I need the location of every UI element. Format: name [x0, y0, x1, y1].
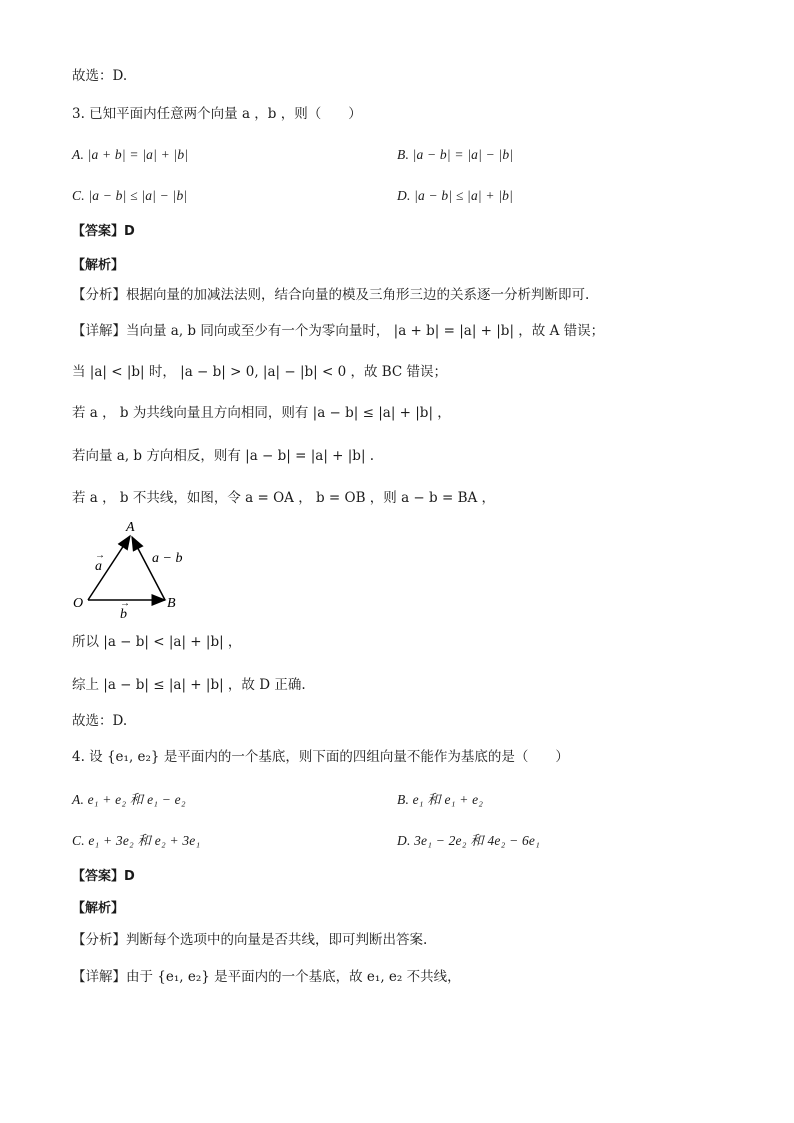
vector-a-minus-b-label: a − b — [152, 551, 183, 566]
q3-analysis-heading: 【解析】 — [72, 258, 125, 273]
q3-analysis-summary: 【分析】根据向量的加减法法则，结合向量的模及三角形三边的关系逐一分析判断即可. — [72, 287, 590, 303]
conclusion-line-2: 故选：D. — [72, 713, 128, 729]
q3-option-a: A. |a + b| = |a| + |b| — [72, 147, 189, 162]
q3-detail-6: 所以 |a − b| < |a| + |b| ， — [72, 634, 242, 650]
q4-option-b: B. e₁ 和 e₁ + e₂ — [397, 792, 484, 807]
q3-answer: 【答案】D — [72, 224, 135, 239]
point-B-label: B — [167, 596, 176, 611]
q3-option-b: B. |a − b| = |a| − |b| — [397, 147, 514, 162]
point-A-label: A — [126, 520, 135, 535]
q3-detail-7: 综上 |a − b| ≤ |a| + |b| ，故 D 正确. — [72, 677, 306, 693]
q4-option-d: D. 3e₁ − 2e₂ 和 4e₂ − 6e₁ — [397, 833, 541, 848]
segment-BA — [132, 537, 165, 600]
question-3-stem: 3. 已知平面内任意两个向量 a ，b ，则（ ） — [72, 106, 362, 122]
q4-analysis-summary: 【分析】判断每个选项中的向量是否共线，即可判断出答案. — [72, 932, 428, 948]
q4-option-a: A. e₁ + e₂ 和 e₁ − e₂ — [72, 792, 186, 807]
q3-detail-5: 若 a ， b 不共线，如图，令 a = OA ， b = OB ，则 a − b = BA ， — [72, 490, 496, 506]
q4-detail-1: 【详解】由于 {e₁, e₂} 是平面内的一个基底，故 e₁, e₂ 不共线， — [72, 969, 461, 985]
triangle-figure — [66, 518, 206, 622]
q3-detail-3: 若 a ， b 为共线向量且方向相同，则有 |a − b| ≤ |a| + |b| ， — [72, 405, 451, 421]
q4-analysis-heading: 【解析】 — [72, 901, 125, 916]
q3-option-c: C. |a − b| ≤ |a| − |b| — [72, 188, 188, 203]
vector-b-arrow: → — [120, 598, 130, 609]
q4-answer: 【答案】D — [72, 869, 135, 884]
question-4-stem: 4. 设 {e₁, e₂} 是平面内的一个基底，则下面的四组向量不能作为基底的是（ ） — [72, 749, 569, 765]
vector-a-label: a — [95, 559, 102, 574]
vector-a-arrow: → — [95, 550, 105, 561]
point-O-label: O — [73, 596, 84, 611]
q3-option-d: D. |a − b| ≤ |a| + |b| — [397, 188, 514, 203]
conclusion-line-1: 故选：D. — [72, 68, 128, 84]
q3-detail-4: 若向量 a, b 方向相反，则有 |a − b| = |a| + |b| . — [72, 448, 375, 464]
vector-b-label: b — [120, 607, 127, 622]
q3-detail-2: 当 |a| < |b| 时， |a − b| > 0, |a| − |b| < 0 ，故 BC 错误； — [72, 364, 448, 380]
q3-detail-1: 【详解】当向量 a, b 同向或至少有一个为零向量时， |a + b| = |a| + |b| ，故 A 错误； — [72, 323, 605, 339]
q4-option-c: C. e₁ + 3e₂ 和 e₂ + 3e₁ — [72, 833, 201, 848]
